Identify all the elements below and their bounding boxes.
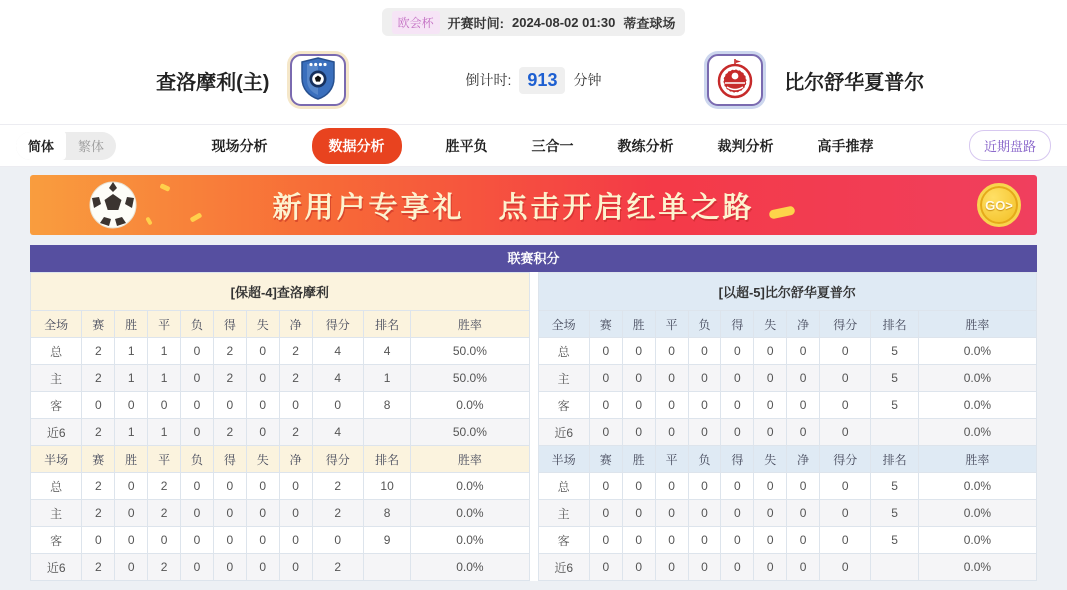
table-cell: 2 <box>82 500 115 527</box>
table-cell: 0 <box>213 392 246 419</box>
home-team <box>80 51 426 109</box>
table-row <box>31 392 530 419</box>
table-cell <box>363 419 410 446</box>
column-header-cell: 负 <box>181 446 214 473</box>
column-header-cell: 净 <box>279 446 312 473</box>
table-cell: 0 <box>246 365 279 392</box>
lang-traditional[interactable]: 繁体 <box>78 139 105 154</box>
blue-shield-crest-icon <box>298 56 338 105</box>
column-header-cell: 胜 <box>115 446 148 473</box>
banner-tick-decor <box>768 205 795 219</box>
league-standings-panel <box>30 245 1037 581</box>
table-cell: 0 <box>754 338 787 365</box>
table-cell: 0 <box>688 500 721 527</box>
column-header-cell: 得分 <box>312 311 363 338</box>
table-cell: 0.0% <box>411 527 529 554</box>
tab-expert-picks[interactable]: 高手推荐 <box>817 137 874 154</box>
table-cell: 0 <box>655 392 688 419</box>
column-header-cell: 净 <box>279 311 312 338</box>
row-label: 客 <box>31 527 82 554</box>
column-header-cell: 半场 <box>31 446 82 473</box>
recent-trend-button[interactable]: 近期盘路 <box>969 130 1051 161</box>
row-label: 客 <box>538 527 589 554</box>
table-cell: 0 <box>181 554 214 581</box>
table-cell: 2 <box>213 338 246 365</box>
table-cell: 0 <box>820 554 871 581</box>
table-cell: 9 <box>363 527 410 554</box>
table-cell: 2 <box>82 338 115 365</box>
column-header-cell: 失 <box>246 311 279 338</box>
table-cell: 0 <box>655 500 688 527</box>
home-team-logo <box>287 51 349 109</box>
table-cell: 0 <box>279 392 312 419</box>
team-section-header <box>538 273 1037 311</box>
table-cell: 0 <box>115 527 148 554</box>
column-header-cell: 得分 <box>312 446 363 473</box>
row-label: 总 <box>31 338 82 365</box>
table-cell: 0 <box>688 554 721 581</box>
table-cell: 0 <box>213 527 246 554</box>
table-cell: 1 <box>115 338 148 365</box>
table-cell: 2 <box>82 554 115 581</box>
table-cell: 0 <box>148 392 181 419</box>
column-header-row <box>31 311 530 338</box>
table-cell: 0 <box>181 419 214 446</box>
table-cell: 0 <box>312 527 363 554</box>
column-header-cell: 负 <box>181 311 214 338</box>
table-row <box>538 554 1037 581</box>
table-cell: 0 <box>721 554 754 581</box>
table-cell: 1 <box>148 365 181 392</box>
table-cell: 2 <box>213 419 246 446</box>
table-cell: 50.0% <box>411 338 529 365</box>
column-header-cell: 胜 <box>622 446 655 473</box>
table-cell: 0 <box>589 419 622 446</box>
table-cell: 2 <box>82 365 115 392</box>
table-cell: 0 <box>655 554 688 581</box>
table-cell: 0 <box>754 392 787 419</box>
table-cell: 4 <box>363 338 410 365</box>
go-button-label: GO> <box>985 197 1013 213</box>
table-cell: 0 <box>246 554 279 581</box>
table-cell: 0 <box>589 527 622 554</box>
main-nav <box>0 124 1067 167</box>
table-cell: 5 <box>871 527 918 554</box>
column-header-cell: 排名 <box>871 311 918 338</box>
table-cell: 0 <box>688 473 721 500</box>
table-cell: 0 <box>787 500 820 527</box>
table-cell: 0 <box>279 554 312 581</box>
table-cell: 2 <box>279 365 312 392</box>
column-header-cell: 失 <box>754 311 787 338</box>
table-cell: 2 <box>213 365 246 392</box>
venue-name: 蒂查球场 <box>623 15 676 31</box>
column-header-cell: 得 <box>721 446 754 473</box>
table-row <box>538 527 1037 554</box>
column-header-cell: 排名 <box>871 446 918 473</box>
table-cell: 0 <box>246 473 279 500</box>
table-cell: 0 <box>246 392 279 419</box>
table-cell: 0 <box>181 392 214 419</box>
table-cell: 0 <box>279 473 312 500</box>
table-cell: 5 <box>871 338 918 365</box>
column-header-cell: 胜率 <box>918 311 1036 338</box>
column-header-cell: 赛 <box>589 311 622 338</box>
countdown <box>426 67 642 94</box>
table-cell: 10 <box>363 473 410 500</box>
table-cell: 0 <box>589 392 622 419</box>
tab-referee-analysis[interactable]: 裁判分析 <box>717 137 774 154</box>
table-cell: 2 <box>82 473 115 500</box>
table-cell: 1 <box>148 338 181 365</box>
page-header <box>0 0 1067 124</box>
column-header-cell: 胜 <box>622 311 655 338</box>
table-cell <box>871 554 918 581</box>
table-cell: 0 <box>820 419 871 446</box>
table-cell: 0 <box>721 473 754 500</box>
table-cell: 2 <box>148 473 181 500</box>
standings-table-home <box>30 272 530 581</box>
column-header-cell: 失 <box>754 446 787 473</box>
table-cell: 0 <box>622 338 655 365</box>
table-cell: 0.0% <box>918 554 1036 581</box>
table-cell: 0 <box>622 392 655 419</box>
column-header-row <box>31 446 530 473</box>
lang-simplified[interactable]: 简体 <box>16 132 66 160</box>
column-header-cell: 负 <box>688 446 721 473</box>
table-cell: 0 <box>115 473 148 500</box>
table-cell: 0 <box>820 500 871 527</box>
confetti-decor <box>190 212 203 222</box>
table-cell: 0 <box>589 338 622 365</box>
table-row <box>31 473 530 500</box>
table-cell: 0 <box>589 473 622 500</box>
table-cell: 0 <box>820 473 871 500</box>
table-cell: 0.0% <box>918 500 1036 527</box>
table-cell: 0 <box>589 365 622 392</box>
table-cell: 0 <box>246 527 279 554</box>
table-cell: 2 <box>82 419 115 446</box>
countdown-label: 倒计时: <box>465 72 512 88</box>
column-header-cell: 得 <box>213 446 246 473</box>
table-cell: 0 <box>115 554 148 581</box>
row-label: 总 <box>538 338 589 365</box>
soccer-ball-icon <box>88 180 138 235</box>
row-label: 近6 <box>538 554 589 581</box>
column-header-cell: 得 <box>213 311 246 338</box>
table-cell: 0 <box>115 392 148 419</box>
table-cell: 0 <box>787 527 820 554</box>
table-cell: 2 <box>279 419 312 446</box>
table-cell: 0 <box>655 473 688 500</box>
table-cell: 1 <box>363 365 410 392</box>
table-cell: 0 <box>688 338 721 365</box>
table-cell: 0 <box>787 365 820 392</box>
away-team-name: 比尔舒华夏普尔 <box>784 71 925 94</box>
table-cell: 0 <box>787 473 820 500</box>
table-cell: 0.0% <box>918 365 1036 392</box>
table-cell: 4 <box>312 338 363 365</box>
away-team-logo <box>704 51 766 109</box>
row-label: 总 <box>31 473 82 500</box>
tab-win-draw-lose[interactable]: 胜平负 <box>445 137 488 154</box>
table-row <box>31 365 530 392</box>
table-cell: 0 <box>754 500 787 527</box>
table-cell: 0 <box>820 527 871 554</box>
countdown-unit: 分钟 <box>573 72 602 88</box>
column-header-cell: 胜 <box>115 311 148 338</box>
table-cell: 0 <box>213 473 246 500</box>
banner-text-right: 点击开启红单之路 <box>498 191 755 224</box>
table-cell: 0 <box>312 392 363 419</box>
table-cell: 1 <box>115 419 148 446</box>
table-cell: 0 <box>622 419 655 446</box>
column-header-cell: 赛 <box>589 446 622 473</box>
confetti-decor <box>159 183 170 192</box>
kickoff-label: 开赛时间: <box>447 15 504 31</box>
table-cell: 0 <box>181 365 214 392</box>
table-cell: 0 <box>754 365 787 392</box>
table-cell: 0 <box>213 554 246 581</box>
table-cell: 0 <box>721 419 754 446</box>
row-label: 主 <box>538 500 589 527</box>
table-cell <box>871 419 918 446</box>
table-cell <box>363 554 410 581</box>
standings-table-away <box>538 272 1038 581</box>
column-header-cell: 平 <box>655 311 688 338</box>
table-cell: 0 <box>115 500 148 527</box>
table-cell: 0 <box>246 419 279 446</box>
row-label: 主 <box>31 365 82 392</box>
table-cell: 2 <box>312 473 363 500</box>
table-cell: 0 <box>622 365 655 392</box>
table-row <box>31 419 530 446</box>
table-cell: 0 <box>787 419 820 446</box>
table-cell: 5 <box>871 365 918 392</box>
nav-tabs <box>116 128 969 164</box>
table-cell: 0 <box>279 500 312 527</box>
column-header-cell: 胜率 <box>918 446 1036 473</box>
table-cell: 0 <box>622 554 655 581</box>
table-cell: 50.0% <box>411 419 529 446</box>
team-header-row <box>0 36 1067 124</box>
confetti-decor <box>145 217 152 226</box>
table-cell: 0.0% <box>918 527 1036 554</box>
table-row <box>31 527 530 554</box>
table-cell: 0 <box>82 527 115 554</box>
table-cell: 2 <box>279 338 312 365</box>
table-cell: 2 <box>312 500 363 527</box>
table-cell: 5 <box>871 473 918 500</box>
table-cell: 4 <box>312 419 363 446</box>
column-header-cell: 全场 <box>31 311 82 338</box>
table-cell: 1 <box>115 365 148 392</box>
row-label: 总 <box>538 473 589 500</box>
team-section-header <box>31 273 530 311</box>
promo-banner[interactable] <box>30 175 1037 235</box>
row-label: 客 <box>538 392 589 419</box>
table-cell: 0 <box>721 527 754 554</box>
table-cell: 0 <box>754 473 787 500</box>
table-cell: 0 <box>688 527 721 554</box>
table-cell: 0 <box>688 419 721 446</box>
table-cell: 0 <box>688 365 721 392</box>
table-cell: 8 <box>363 392 410 419</box>
column-header-cell: 赛 <box>82 311 115 338</box>
table-cell: 2 <box>148 554 181 581</box>
row-label: 主 <box>538 365 589 392</box>
row-label: 近6 <box>538 419 589 446</box>
table-row <box>538 419 1037 446</box>
column-header-cell: 平 <box>655 446 688 473</box>
column-header-cell: 得分 <box>820 311 871 338</box>
table-cell: 0 <box>655 338 688 365</box>
table-cell: 0 <box>622 500 655 527</box>
red-round-crest-icon <box>715 57 755 104</box>
table-cell: 2 <box>148 500 181 527</box>
tab-data-analysis[interactable]: 数据分析 <box>312 128 402 164</box>
row-label: 客 <box>31 392 82 419</box>
away-team <box>641 51 987 109</box>
table-cell: 0.0% <box>918 473 1036 500</box>
column-header-cell: 平 <box>148 311 181 338</box>
row-label: 近6 <box>31 554 82 581</box>
banner-text-left: 新用户专享礼 <box>272 191 465 224</box>
row-label: 主 <box>31 500 82 527</box>
table-cell: 0 <box>721 338 754 365</box>
tab-three-in-one[interactable]: 三合一 <box>531 137 574 154</box>
table-cell: 0 <box>754 554 787 581</box>
column-header-cell: 平 <box>148 446 181 473</box>
column-header-cell: 失 <box>246 446 279 473</box>
column-header-cell: 负 <box>688 311 721 338</box>
team-section-header-label: [以超-5]比尔舒华夏普尔 <box>538 273 1037 311</box>
column-header-row <box>538 311 1037 338</box>
table-cell: 0 <box>721 392 754 419</box>
table-cell: 0 <box>181 473 214 500</box>
team-section-header-label: [保超-4]查洛摩利 <box>31 273 530 311</box>
table-cell: 5 <box>871 392 918 419</box>
table-cell: 0 <box>589 554 622 581</box>
table-row <box>31 338 530 365</box>
table-cell: 0 <box>246 500 279 527</box>
table-cell: 0.0% <box>918 419 1036 446</box>
table-cell: 0.0% <box>918 338 1036 365</box>
banner-text <box>272 185 794 226</box>
table-cell: 0 <box>181 527 214 554</box>
table-cell: 0 <box>213 500 246 527</box>
table-cell: 0.0% <box>411 500 529 527</box>
table-row <box>538 473 1037 500</box>
column-header-cell: 排名 <box>363 311 410 338</box>
table-cell: 0.0% <box>411 473 529 500</box>
tab-live-analysis[interactable]: 现场分析 <box>211 137 268 154</box>
table-cell: 0.0% <box>918 392 1036 419</box>
column-header-cell: 得分 <box>820 446 871 473</box>
table-cell: 50.0% <box>411 365 529 392</box>
table-cell: 0 <box>82 392 115 419</box>
table-cell: 0 <box>655 419 688 446</box>
column-header-cell: 胜率 <box>411 446 529 473</box>
table-row <box>31 500 530 527</box>
table-cell: 4 <box>312 365 363 392</box>
column-header-cell: 排名 <box>363 446 410 473</box>
table-cell: 0 <box>589 500 622 527</box>
column-header-cell: 胜率 <box>411 311 529 338</box>
table-cell: 0 <box>655 365 688 392</box>
standings-title: 联赛积分 <box>30 245 1037 272</box>
table-cell: 0 <box>787 338 820 365</box>
column-header-cell: 赛 <box>82 446 115 473</box>
kickoff-time: 2024-08-02 01:30 <box>511 14 616 30</box>
table-cell: 8 <box>363 500 410 527</box>
table-cell: 0.0% <box>411 392 529 419</box>
table-cell: 1 <box>148 419 181 446</box>
table-row <box>538 392 1037 419</box>
go-button[interactable] <box>977 183 1021 227</box>
row-label: 近6 <box>31 419 82 446</box>
tab-coach-analysis[interactable]: 教练分析 <box>617 137 674 154</box>
table-row <box>538 338 1037 365</box>
table-cell: 0 <box>622 527 655 554</box>
table-cell: 5 <box>871 500 918 527</box>
column-header-cell: 净 <box>787 446 820 473</box>
table-cell: 0 <box>721 365 754 392</box>
table-cell: 0 <box>148 527 181 554</box>
table-cell: 2 <box>312 554 363 581</box>
match-info-pill <box>382 8 686 36</box>
home-team-name: 查洛摩利(主) <box>156 71 270 94</box>
column-header-cell: 净 <box>787 311 820 338</box>
column-header-cell: 得 <box>721 311 754 338</box>
table-cell: 0.0% <box>411 554 529 581</box>
table-cell: 0 <box>181 500 214 527</box>
table-cell: 0 <box>820 338 871 365</box>
countdown-value: 913 <box>519 67 565 94</box>
table-cell: 0 <box>655 527 688 554</box>
table-cell: 0 <box>688 392 721 419</box>
table-cell: 0 <box>754 419 787 446</box>
column-header-cell: 半场 <box>538 446 589 473</box>
table-cell: 0 <box>787 554 820 581</box>
table-cell: 0 <box>622 473 655 500</box>
table-cell: 0 <box>820 365 871 392</box>
column-header-row <box>538 446 1037 473</box>
table-cell: 0 <box>279 527 312 554</box>
league-badge: 欧会杯 <box>392 11 440 34</box>
language-toggle[interactable] <box>16 132 116 160</box>
table-row <box>538 365 1037 392</box>
table-cell: 0 <box>721 500 754 527</box>
table-cell: 0 <box>246 338 279 365</box>
table-cell: 0 <box>181 338 214 365</box>
table-row <box>31 554 530 581</box>
table-cell: 0 <box>787 392 820 419</box>
table-cell: 0 <box>754 527 787 554</box>
table-row <box>538 500 1037 527</box>
table-cell: 0 <box>820 392 871 419</box>
column-header-cell: 全场 <box>538 311 589 338</box>
